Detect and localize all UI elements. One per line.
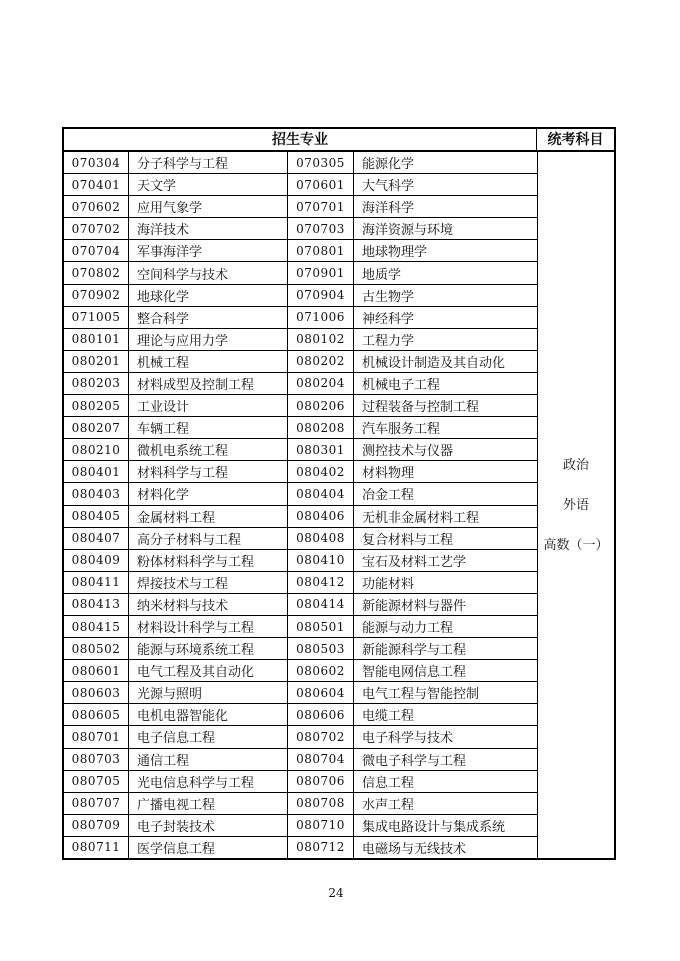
subject-label: 外语 bbox=[562, 497, 589, 513]
table-row bbox=[64, 771, 538, 793]
major-name-cell: 电子科学与技术 bbox=[354, 726, 538, 747]
major-code-cell: 071005 bbox=[64, 307, 129, 328]
major-name-cell: 地球化学 bbox=[129, 285, 288, 306]
major-code-cell: 070401 bbox=[64, 174, 129, 195]
major-name-cell: 军事海洋学 bbox=[129, 240, 288, 261]
major-name-cell: 光电信息科学与工程 bbox=[129, 771, 288, 792]
major-code-cell: 070701 bbox=[288, 196, 354, 217]
major-code-cell: 080706 bbox=[288, 771, 354, 792]
major-name-cell: 光源与照明 bbox=[129, 682, 288, 703]
table-row bbox=[64, 815, 538, 837]
major-name-cell: 车辆工程 bbox=[129, 417, 288, 438]
table-row bbox=[64, 793, 538, 815]
major-code-cell: 080207 bbox=[64, 417, 129, 438]
major-code-cell: 080710 bbox=[288, 815, 354, 836]
major-name-cell: 地球物理学 bbox=[354, 240, 538, 261]
table-row bbox=[64, 196, 538, 218]
table-row bbox=[64, 528, 538, 550]
major-name-cell: 材料科学与工程 bbox=[129, 461, 288, 482]
table-row bbox=[64, 262, 538, 284]
subject-label: 高数（一） bbox=[543, 537, 609, 553]
major-code-cell: 080606 bbox=[288, 704, 354, 725]
major-name-cell: 海洋技术 bbox=[129, 218, 288, 239]
major-name-cell: 神经科学 bbox=[354, 307, 538, 328]
table-row bbox=[64, 373, 538, 395]
major-name-cell: 电机电器智能化 bbox=[129, 704, 288, 725]
major-name-cell: 宝石及材料工艺学 bbox=[354, 550, 538, 571]
major-code-cell: 080208 bbox=[288, 417, 354, 438]
major-name-cell: 海洋资源与环境 bbox=[354, 218, 538, 239]
table-row bbox=[64, 152, 538, 174]
major-name-cell: 工程力学 bbox=[354, 329, 538, 350]
table-row bbox=[64, 307, 538, 329]
major-name-cell: 材料化学 bbox=[129, 483, 288, 504]
major-code-cell: 080415 bbox=[64, 616, 129, 637]
major-code-cell: 070704 bbox=[64, 240, 129, 261]
major-code-cell: 080406 bbox=[288, 506, 354, 527]
major-code-cell: 080605 bbox=[64, 704, 129, 725]
major-name-cell: 冶金工程 bbox=[354, 483, 538, 504]
major-name-cell: 粉体材料科学与工程 bbox=[129, 550, 288, 571]
table-row bbox=[64, 218, 538, 240]
major-name-cell: 空间科学与技术 bbox=[129, 262, 288, 283]
major-name-cell: 机械设计制造及其自动化 bbox=[354, 351, 538, 372]
table-body bbox=[64, 152, 614, 858]
major-name-cell: 电气工程与智能控制 bbox=[354, 682, 538, 703]
major-name-cell: 功能材料 bbox=[354, 572, 538, 593]
page-number: 24 bbox=[328, 886, 344, 900]
major-name-cell: 医学信息工程 bbox=[129, 837, 288, 858]
subjects-header: 统考科目 bbox=[547, 131, 604, 148]
major-code-cell: 080604 bbox=[288, 682, 354, 703]
major-name-cell: 电子封装技术 bbox=[129, 815, 288, 836]
major-code-cell: 080402 bbox=[288, 461, 354, 482]
major-name-cell: 电缆工程 bbox=[354, 704, 538, 725]
major-code-cell: 070703 bbox=[288, 218, 354, 239]
table-row bbox=[64, 660, 538, 682]
major-code-cell: 070802 bbox=[64, 262, 129, 283]
table-row bbox=[64, 483, 538, 505]
major-code-cell: 080602 bbox=[288, 660, 354, 681]
major-name-cell: 复合材料与工程 bbox=[354, 528, 538, 549]
major-code-cell: 070305 bbox=[288, 152, 354, 173]
majors-table bbox=[62, 127, 616, 860]
major-name-cell: 信息工程 bbox=[354, 771, 538, 792]
major-name-cell: 大气科学 bbox=[354, 174, 538, 195]
table-row bbox=[64, 726, 538, 748]
table-row bbox=[64, 837, 538, 858]
major-name-cell: 微电子科学与工程 bbox=[354, 749, 538, 770]
major-code-cell: 080410 bbox=[288, 550, 354, 571]
major-name-cell: 广播电视工程 bbox=[129, 793, 288, 814]
major-name-cell: 海洋科学 bbox=[354, 196, 538, 217]
major-code-cell: 080407 bbox=[64, 528, 129, 549]
major-code-cell: 080502 bbox=[64, 638, 129, 659]
major-code-cell: 080409 bbox=[64, 550, 129, 571]
major-name-cell: 材料设计科学与工程 bbox=[129, 616, 288, 637]
major-code-cell: 080401 bbox=[64, 461, 129, 482]
major-name-cell: 理论与应用力学 bbox=[129, 329, 288, 350]
major-name-cell: 能源化学 bbox=[354, 152, 538, 173]
subjects-cell bbox=[538, 152, 614, 858]
major-name-cell: 电子信息工程 bbox=[129, 726, 288, 747]
major-code-cell: 080411 bbox=[64, 572, 129, 593]
major-code-cell: 080701 bbox=[64, 726, 129, 747]
table-row bbox=[64, 240, 538, 262]
major-name-cell: 工业设计 bbox=[129, 395, 288, 416]
major-code-cell: 070902 bbox=[64, 285, 129, 306]
major-code-cell: 080704 bbox=[288, 749, 354, 770]
major-code-cell: 080403 bbox=[64, 483, 129, 504]
major-code-cell: 080405 bbox=[64, 506, 129, 527]
major-name-cell: 材料物理 bbox=[354, 461, 538, 482]
major-code-cell: 080711 bbox=[64, 837, 129, 858]
major-code-cell: 080707 bbox=[64, 793, 129, 814]
major-code-cell: 080709 bbox=[64, 815, 129, 836]
major-name-cell: 通信工程 bbox=[129, 749, 288, 770]
major-code-cell: 070601 bbox=[288, 174, 354, 195]
table-row bbox=[64, 704, 538, 726]
major-name-cell: 新能源材料与器件 bbox=[354, 594, 538, 615]
major-code-cell: 080101 bbox=[64, 329, 129, 350]
major-name-cell: 应用气象学 bbox=[129, 196, 288, 217]
major-name-cell: 材料成型及控制工程 bbox=[129, 373, 288, 394]
major-name-cell: 古生物学 bbox=[354, 285, 538, 306]
major-code-cell: 080205 bbox=[64, 395, 129, 416]
table-row bbox=[64, 506, 538, 528]
major-code-cell: 080404 bbox=[288, 483, 354, 504]
major-name-cell: 金属材料工程 bbox=[129, 506, 288, 527]
major-name-cell: 整合科学 bbox=[129, 307, 288, 328]
major-code-cell: 070904 bbox=[288, 285, 354, 306]
table-row bbox=[64, 594, 538, 616]
major-name-cell: 能源与环境系统工程 bbox=[129, 638, 288, 659]
table-row bbox=[64, 439, 538, 461]
major-code-cell: 070702 bbox=[64, 218, 129, 239]
major-code-cell: 080712 bbox=[288, 837, 354, 858]
subject-label: 政治 bbox=[562, 457, 589, 473]
major-name-cell: 微机电系统工程 bbox=[129, 439, 288, 460]
table-row bbox=[64, 638, 538, 660]
major-name-cell: 机械工程 bbox=[129, 351, 288, 372]
major-code-cell: 080703 bbox=[64, 749, 129, 770]
major-code-cell: 070801 bbox=[288, 240, 354, 261]
major-code-cell: 080203 bbox=[64, 373, 129, 394]
major-name-cell: 能源与动力工程 bbox=[354, 616, 538, 637]
majors-rows bbox=[64, 152, 538, 858]
major-name-cell: 机械电子工程 bbox=[354, 373, 538, 394]
major-code-cell: 080204 bbox=[288, 373, 354, 394]
major-name-cell: 焊接技术与工程 bbox=[129, 572, 288, 593]
major-name-cell: 电磁场与无线技术 bbox=[354, 837, 538, 858]
major-name-cell: 电气工程及其自动化 bbox=[129, 660, 288, 681]
table-row bbox=[64, 749, 538, 771]
major-name-cell: 地质学 bbox=[354, 262, 538, 283]
table-row bbox=[64, 572, 538, 594]
major-code-cell: 080210 bbox=[64, 439, 129, 460]
major-code-cell: 080702 bbox=[288, 726, 354, 747]
major-code-cell: 080414 bbox=[288, 594, 354, 615]
table-row bbox=[64, 285, 538, 307]
table-row bbox=[64, 417, 538, 439]
table-row bbox=[64, 550, 538, 572]
major-code-cell: 080501 bbox=[288, 616, 354, 637]
table-row bbox=[64, 329, 538, 351]
major-code-cell: 080603 bbox=[64, 682, 129, 703]
major-code-cell: 080301 bbox=[288, 439, 354, 460]
table-row bbox=[64, 461, 538, 483]
major-name-cell: 集成电路设计与集成系统 bbox=[354, 815, 538, 836]
major-name-cell: 汽车服务工程 bbox=[354, 417, 538, 438]
table-row bbox=[64, 174, 538, 196]
major-code-cell: 080413 bbox=[64, 594, 129, 615]
major-name-cell: 无机非金属材料工程 bbox=[354, 506, 538, 527]
major-name-cell: 测控技术与仪器 bbox=[354, 439, 538, 460]
table-row bbox=[64, 395, 538, 417]
major-code-cell: 070901 bbox=[288, 262, 354, 283]
major-code-cell: 080408 bbox=[288, 528, 354, 549]
major-code-cell: 070602 bbox=[64, 196, 129, 217]
major-name-cell: 过程装备与控制工程 bbox=[354, 395, 538, 416]
major-code-cell: 070304 bbox=[64, 152, 129, 173]
majors-header: 招生专业 bbox=[64, 129, 537, 150]
major-code-cell: 071006 bbox=[288, 307, 354, 328]
major-code-cell: 080705 bbox=[64, 771, 129, 792]
major-code-cell: 080102 bbox=[288, 329, 354, 350]
table-row bbox=[64, 616, 538, 638]
major-name-cell: 新能源科学与工程 bbox=[354, 638, 538, 659]
major-code-cell: 080503 bbox=[288, 638, 354, 659]
table-row bbox=[64, 682, 538, 704]
major-name-cell: 智能电网信息工程 bbox=[354, 660, 538, 681]
major-name-cell: 纳米材料与技术 bbox=[129, 594, 288, 615]
major-code-cell: 080201 bbox=[64, 351, 129, 372]
major-code-cell: 080601 bbox=[64, 660, 129, 681]
major-code-cell: 080708 bbox=[288, 793, 354, 814]
major-code-cell: 080412 bbox=[288, 572, 354, 593]
table-row bbox=[64, 351, 538, 373]
major-code-cell: 080202 bbox=[288, 351, 354, 372]
major-name-cell: 高分子材料与工程 bbox=[129, 528, 288, 549]
table-header-row bbox=[64, 129, 614, 152]
major-name-cell: 分子科学与工程 bbox=[129, 152, 288, 173]
major-name-cell: 天文学 bbox=[129, 174, 288, 195]
major-name-cell: 水声工程 bbox=[354, 793, 538, 814]
major-code-cell: 080206 bbox=[288, 395, 354, 416]
